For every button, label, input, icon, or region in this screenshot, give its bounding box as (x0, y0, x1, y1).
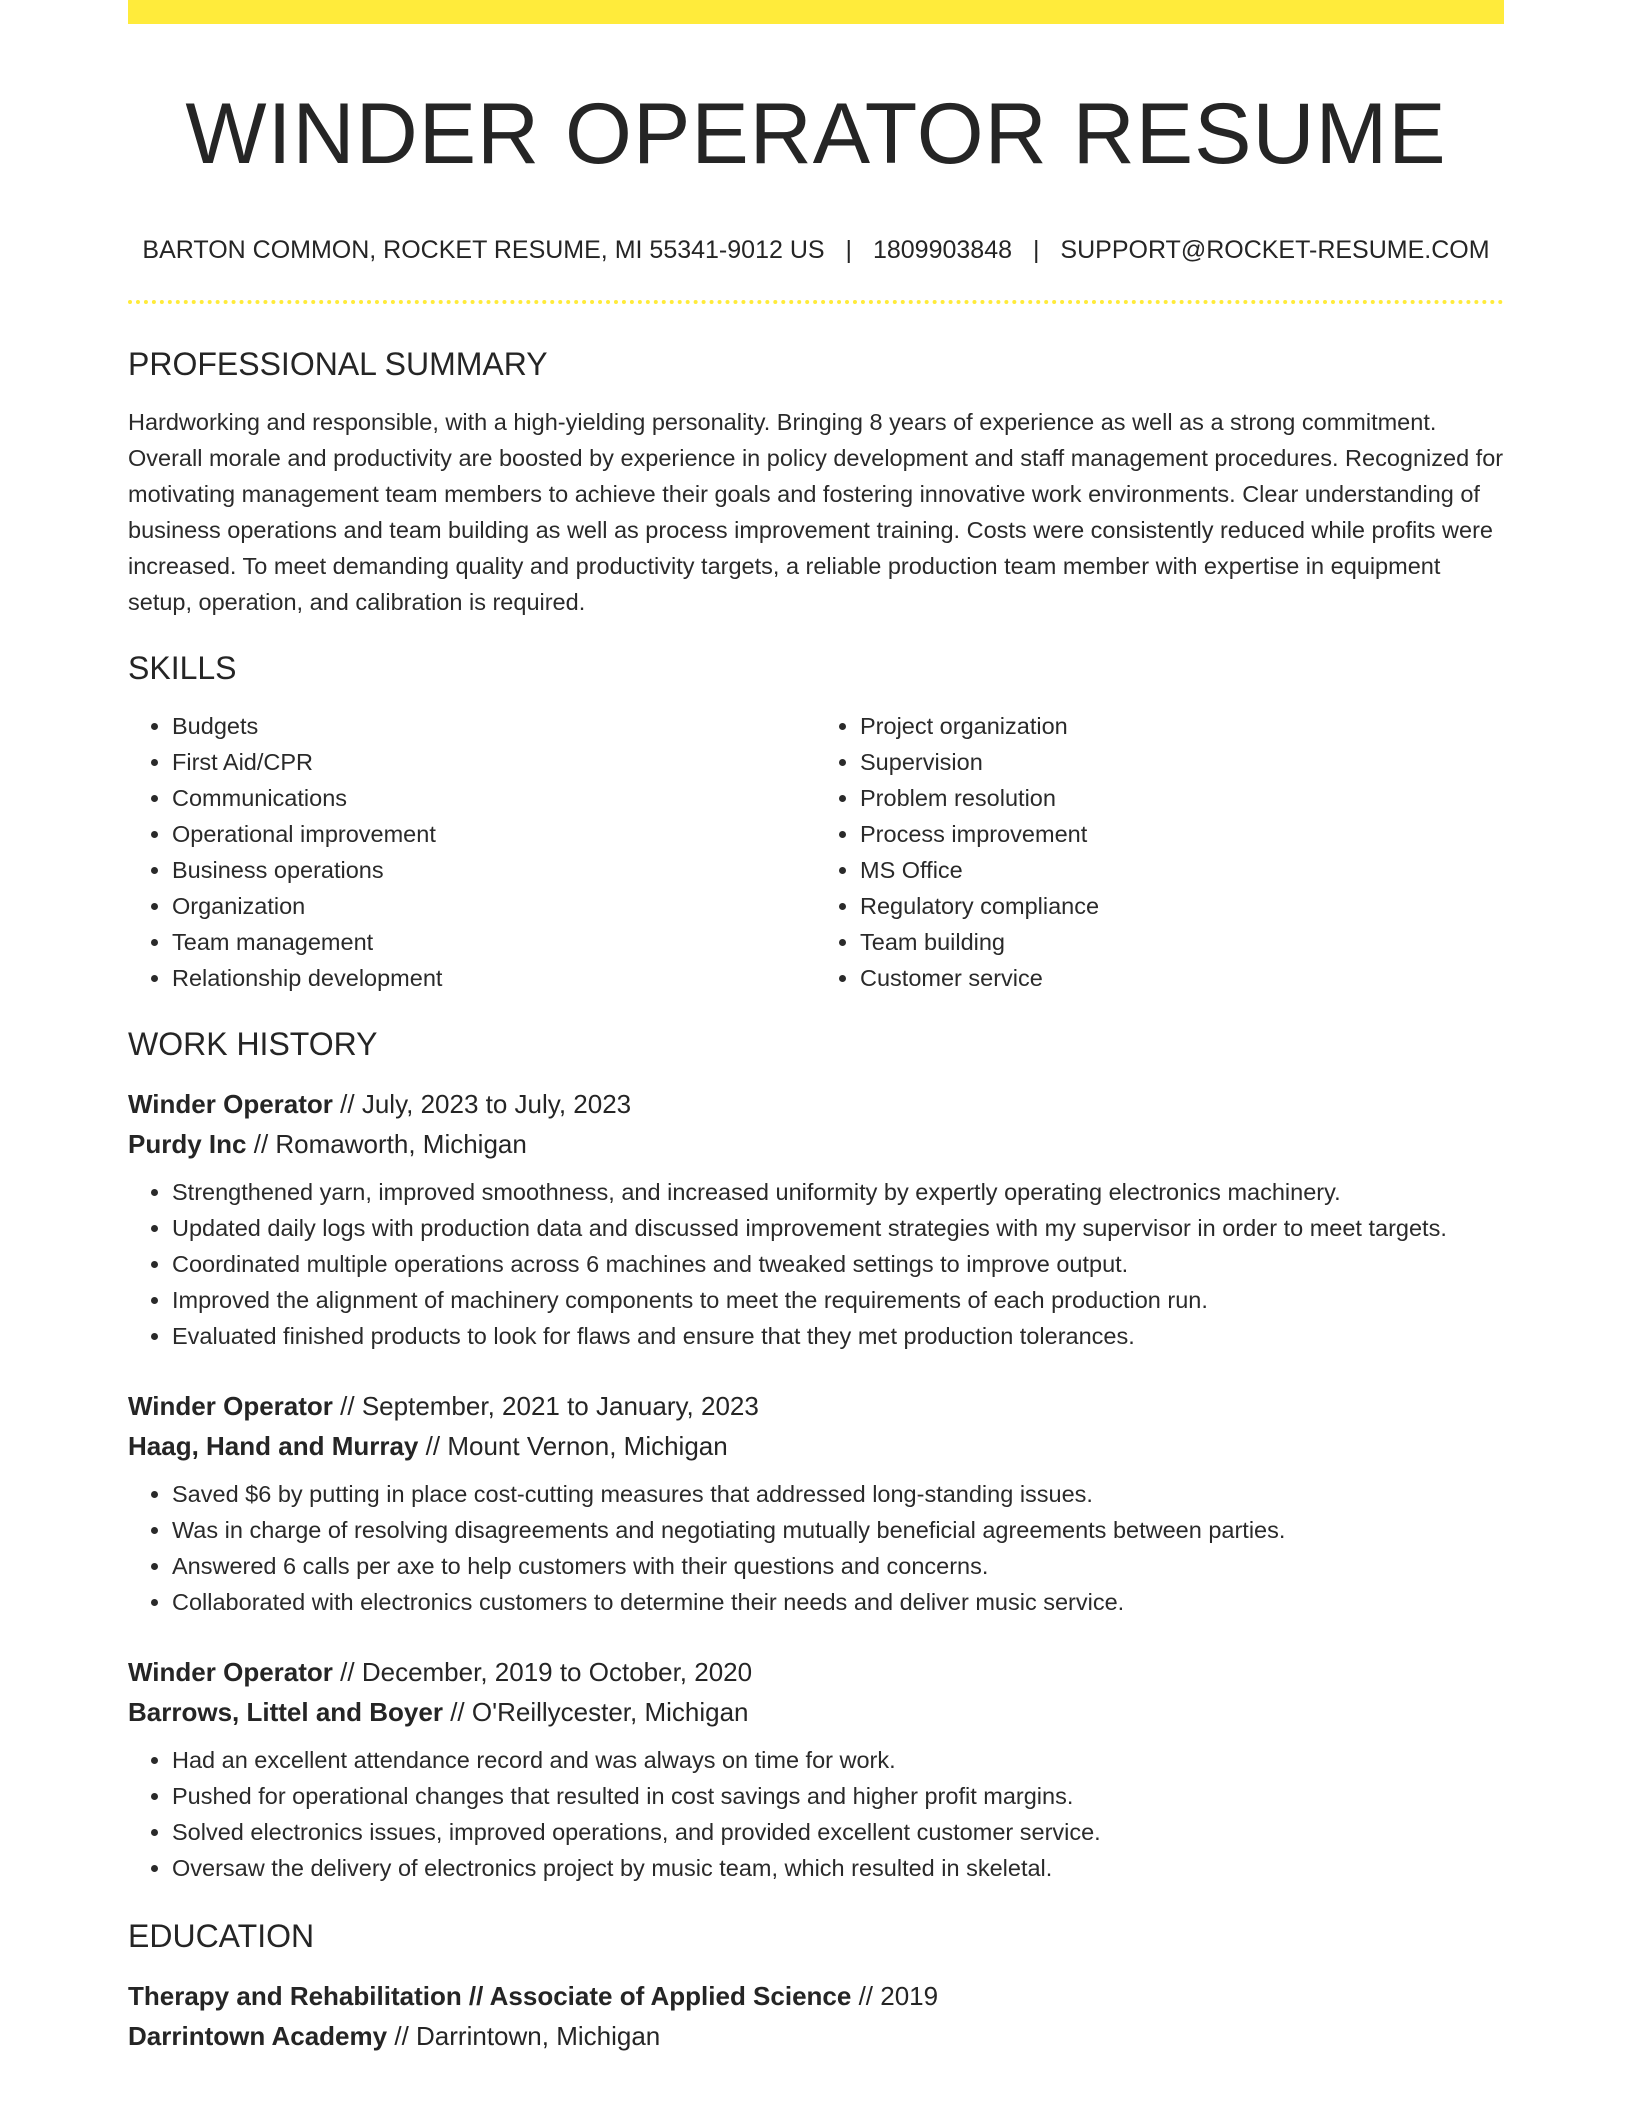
education-degree: Therapy and Rehabilitation // Associate of Applied Science (128, 1981, 852, 2011)
job-bullet: • Had an excellent attendance record and was always on time for work. (172, 1742, 1504, 1778)
resume-page (128, 0, 1504, 2056)
job-bullet: • Answered 6 calls per axe to help customers with their questions and concerns. (172, 1548, 1504, 1584)
job-separator: // (450, 1697, 465, 1727)
job-bullets (128, 1742, 1504, 1886)
job-bullet: • Oversaw the delivery of electronics project by music team, which resulted in skeletal. (172, 1850, 1504, 1886)
job-bullet: • Solved electronics issues, improved operations, and provided excellent customer service. (172, 1814, 1504, 1850)
dotted-divider (128, 300, 1504, 304)
job-bullet: • Improved the alignment of machinery components to meet the requirements of each production run. (172, 1282, 1504, 1318)
job-title-line (128, 1386, 1504, 1426)
job-entry (128, 1386, 1504, 1620)
education-school: Darrintown Academy (128, 2021, 388, 2051)
summary-heading: PROFESSIONAL SUMMARY (128, 346, 548, 382)
work-history-heading: WORK HISTORY (128, 1026, 378, 1062)
contact-separator: | (1032, 236, 1040, 264)
job-bullet: • Collaborated with electronics customers to determine their needs and deliver music service. (172, 1584, 1504, 1620)
job-location: Mount Vernon, Michigan (447, 1431, 728, 1461)
skill-item: • Communications (172, 780, 816, 816)
skills-list-left (128, 708, 816, 996)
job-entry (128, 1084, 1504, 1354)
job-separator: // (253, 1129, 269, 1159)
summary-section (128, 344, 1504, 620)
education-entry (128, 1976, 1504, 2056)
skill-item: • Operational improvement (172, 816, 816, 852)
skills-section (128, 648, 1504, 996)
summary-text: Hardworking and responsible, with a high-yielding personality. Bringing 8 years of experience as well as a strong commitment. Overall morale and productivity are boosted by experience in policy development and staff management procedures. Recognized for motivating management team members to achieve their goals and fostering innovative work environments. Clear understanding of business operations and team building as well as process improvement training. Costs were consistently reduced while profits were increased. To meet demanding quality and productivity targets, a reliable production team member with expertise in equipment setup, operation, and calibration is required. (128, 409, 1504, 615)
job-title: Winder Operator (128, 1657, 333, 1687)
skill-item: • Relationship development (172, 960, 816, 996)
job-bullet: • Was in charge of resolving disagreements and negotiating mutually beneficial agreements between parties. (172, 1512, 1504, 1548)
education-degree-line (128, 1976, 1504, 2016)
job-bullet: • Updated daily logs with production data and discussed improvement strategies with my supervisor in order to meet targets. (172, 1210, 1504, 1246)
skill-item: • Project organization (860, 708, 1504, 744)
accent-bar (128, 0, 1504, 24)
job-location: O'Reillycester, Michigan (471, 1697, 749, 1727)
contact-email[interactable]: SUPPORT@ROCKET-RESUME.COM (1060, 236, 1490, 264)
resume-title: WINDER OPERATOR RESUME (185, 86, 1447, 182)
job-location: Romaworth, Michigan (275, 1129, 527, 1159)
skill-item: • Process improvement (860, 816, 1504, 852)
contact-line (128, 234, 1504, 266)
skill-item: • Supervision (860, 744, 1504, 780)
job-company: Barrows, Littel and Boyer (128, 1697, 443, 1727)
job-company-line (128, 1692, 1504, 1732)
job-company-line (128, 1426, 1504, 1466)
skill-item: • Organization (172, 888, 816, 924)
job-entry (128, 1652, 1504, 1886)
education-separator: // (394, 2021, 409, 2051)
job-title: Winder Operator (128, 1391, 333, 1421)
skills-columns (128, 708, 1504, 996)
education-section (128, 1916, 1504, 2056)
education-school-line (128, 2016, 1504, 2056)
skill-item: • Team management (172, 924, 816, 960)
job-bullets (128, 1476, 1504, 1620)
skills-heading: SKILLS (128, 650, 237, 686)
skill-item: • Team building (860, 924, 1504, 960)
job-bullet: • Coordinated multiple operations across 6 machines and tweaked settings to improve output. (172, 1246, 1504, 1282)
job-title: Winder Operator (128, 1089, 333, 1119)
job-company: Purdy Inc (128, 1129, 247, 1159)
skill-item: • Customer service (860, 960, 1504, 996)
skill-item: • Problem resolution (860, 780, 1504, 816)
job-company: Haag, Hand and Murray (128, 1431, 419, 1461)
job-bullet: • Evaluated finished products to look for flaws and ensure that they met production tolerances. (172, 1318, 1504, 1354)
job-separator: // (425, 1431, 441, 1461)
education-separator: // (858, 1981, 874, 2011)
skill-item: • Business operations (172, 852, 816, 888)
education-location: Darrintown, Michigan (416, 2021, 661, 2051)
job-bullet: • Strengthened yarn, improved smoothness, and increased uniformity by expertly operating electronics machinery. (172, 1174, 1504, 1210)
job-dates: July, 2023 to July, 2023 (361, 1089, 632, 1119)
contact-separator: | (845, 236, 853, 264)
education-heading: EDUCATION (128, 1918, 315, 1954)
job-company-line (128, 1124, 1504, 1164)
skill-item: • Regulatory compliance (860, 888, 1504, 924)
work-history-section (128, 1024, 1504, 1886)
skill-item: • First Aid/CPR (172, 744, 816, 780)
skills-list-right (816, 708, 1504, 996)
job-bullet: • Pushed for operational changes that resulted in cost savings and higher profit margins. (172, 1778, 1504, 1814)
contact-phone: 1809903848 (872, 236, 1013, 264)
contact-address: BARTON COMMON, ROCKET RESUME, MI 55341-9012 US (142, 236, 825, 264)
skill-item: • MS Office (860, 852, 1504, 888)
job-title-line (128, 1084, 1504, 1124)
job-bullets (128, 1174, 1504, 1354)
skill-item: • Budgets (172, 708, 816, 744)
job-dates: September, 2021 to January, 2023 (361, 1391, 759, 1421)
education-year: 2019 (880, 1981, 939, 2011)
job-separator: // (340, 1089, 355, 1119)
job-title-line (128, 1652, 1504, 1692)
job-separator: // (340, 1657, 355, 1687)
job-bullet: • Saved $6 by putting in place cost-cutting measures that addressed long-standing issues. (172, 1476, 1504, 1512)
job-dates: December, 2019 to October, 2020 (361, 1657, 753, 1687)
job-separator: // (340, 1391, 355, 1421)
